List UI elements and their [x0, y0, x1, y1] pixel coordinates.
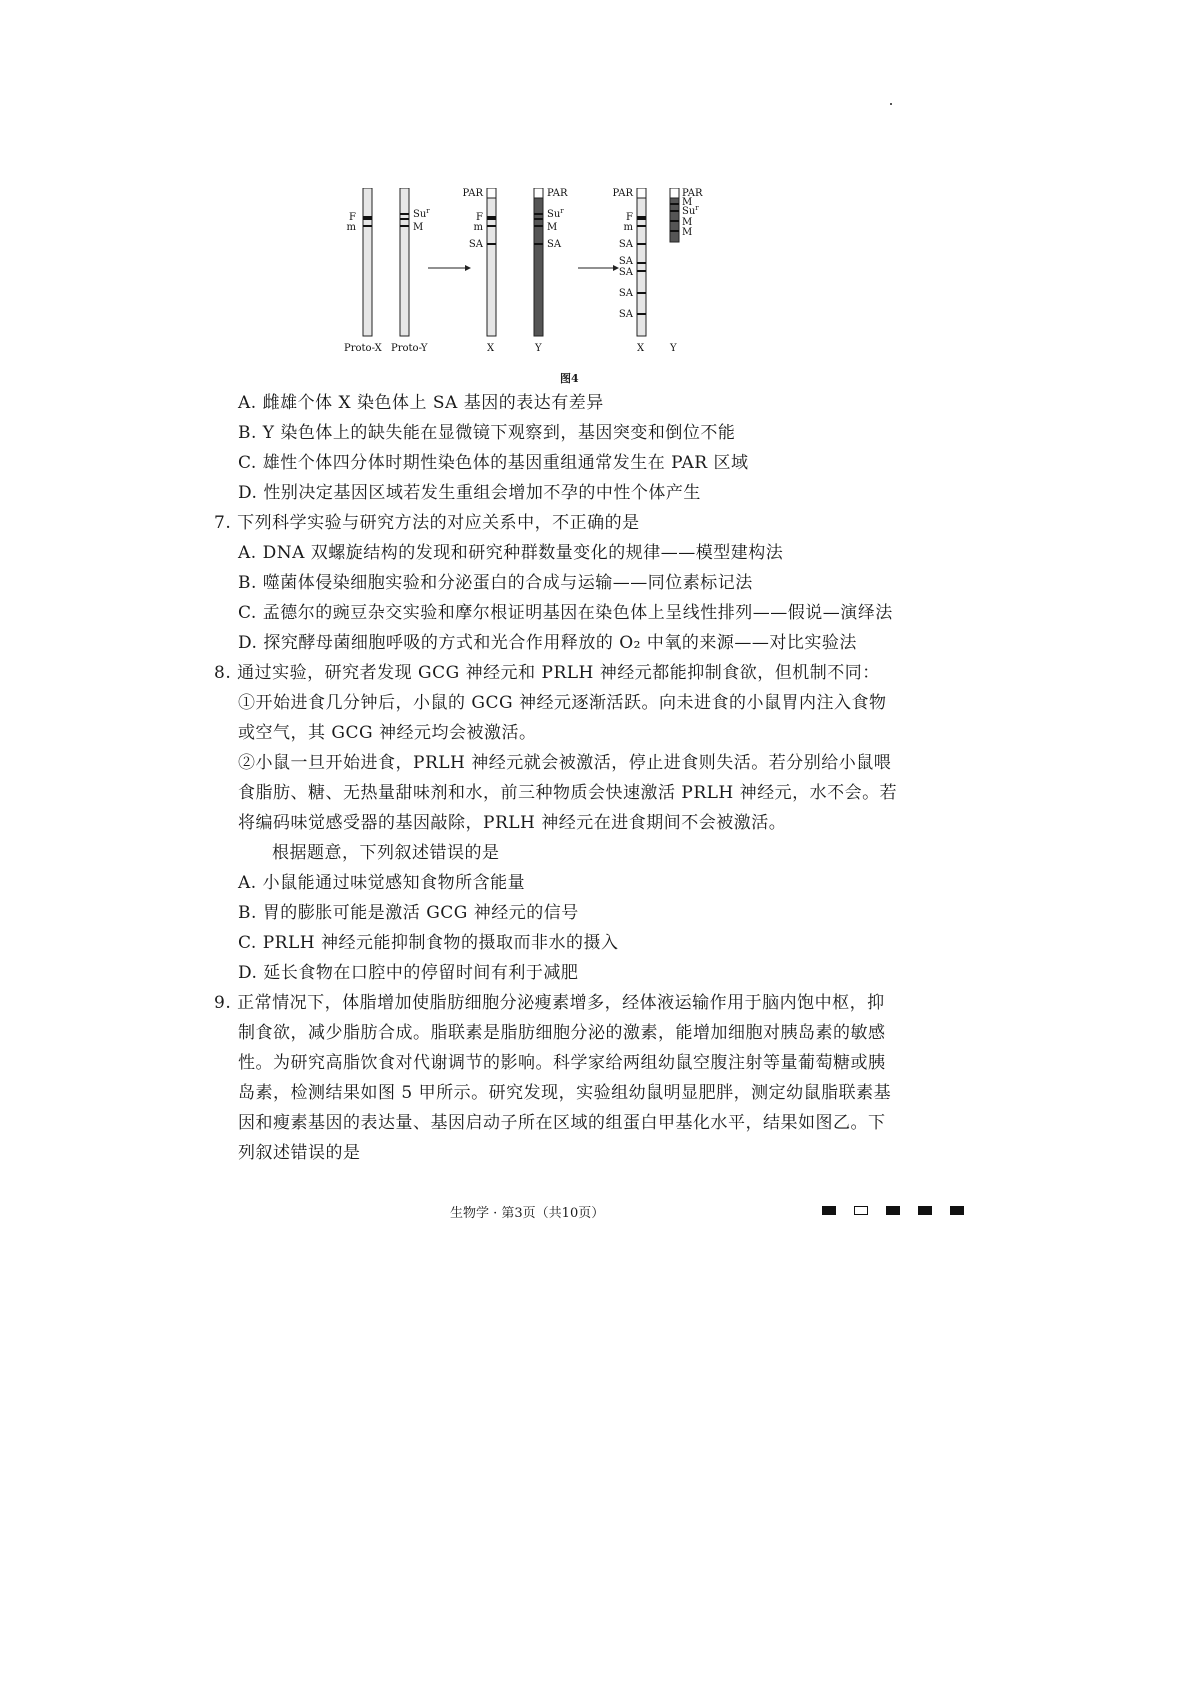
svg-text:M: M	[682, 227, 693, 238]
q6-option-c: C. 雄性个体四分体时期性染色体的基因重组通常发生在 PAR 区域	[238, 453, 749, 473]
q9-text: 性。为研究高脂饮食对代谢调节的影响。科学家给两组幼鼠空腹注射等量葡萄糖或胰	[238, 1053, 886, 1073]
svg-text:M: M	[682, 217, 693, 228]
svg-text:PAR: PAR	[612, 188, 633, 199]
filled-square-icon	[886, 1206, 900, 1215]
figure-caption: 图4	[560, 372, 579, 385]
q8-text: 或空气，其 GCG 神经元均会被激活。	[238, 723, 537, 743]
q8-text: 将编码味觉感受器的基因敲除，PRLH 神经元在进食期间不会被激活。	[238, 813, 787, 833]
q8-stem: 8. 通过实验，研究者发现 GCG 神经元和 PRLH 神经元都能抑制食欲，但机制不同：	[214, 663, 880, 683]
svg-text:X: X	[487, 343, 495, 354]
label-m: m	[346, 222, 356, 233]
svg-text:SA: SA	[618, 239, 633, 250]
y-chromosome-stage2	[534, 188, 543, 336]
label-F: F	[349, 212, 356, 223]
q8-text: 食脂肪、糖、无热量甜味剂和水，前三种物质会快速激活 PRLH 神经元，水不会。若	[238, 783, 898, 803]
svg-text:SA: SA	[618, 288, 633, 299]
q6-option-b: B. Y 染色体上的缺失能在显微镜下观察到，基因突变和倒位不能	[238, 423, 736, 443]
q8-option-d: D. 延长食物在口腔中的停留时间有利于减肥	[238, 963, 579, 983]
svg-text:PAR: PAR	[682, 188, 703, 199]
q8-option-b: B. 胃的膨胀可能是激活 GCG 神经元的信号	[238, 903, 579, 923]
q8-prompt: 根据题意，下列叙述错误的是	[272, 843, 500, 863]
q9-text: 制食欲，减少脂肪合成。脂联素是脂肪细胞分泌的激素，能增加细胞对胰岛素的敏感	[238, 1023, 886, 1043]
svg-text:SA: SA	[468, 239, 483, 250]
q8-text: ②小鼠一旦开始进食，PRLH 神经元就会被激活，停止进食则失活。若分别给小鼠喂	[238, 753, 892, 773]
x-chromosome-stage2	[487, 188, 496, 336]
q7-option-a: A. DNA 双螺旋结构的发现和研究种群数量变化的规律——模型建构法	[238, 543, 784, 563]
q7-stem: 7. 下列科学实验与研究方法的对应关系中，不正确的是	[214, 513, 640, 533]
scan-speck	[890, 103, 892, 105]
q7-option-d: D. 探究酵母菌细胞呼吸的方式和光合作用释放的 O₂ 中氧的来源——对比实验法	[238, 633, 857, 653]
svg-text:SA: SA	[618, 309, 633, 320]
q6-option-d: D. 性别决定基因区域若发生重组会增加不孕的中性个体产生	[238, 483, 701, 503]
q7-option-b: B. 噬菌体侵染细胞实验和分泌蛋白的合成与运输——同位素标记法	[238, 573, 753, 593]
svg-text:F: F	[476, 212, 483, 223]
proto-x-chromosome	[363, 188, 372, 336]
q8-text: ①开始进食几分钟后，小鼠的 GCG 神经元逐渐活跃。向未进食的小鼠胃内注入食物	[238, 693, 887, 713]
svg-text:PAR: PAR	[547, 188, 568, 199]
chromosome-figure	[330, 188, 810, 378]
svg-text:PAR: PAR	[462, 188, 483, 199]
q9-text: 列叙述错误的是	[238, 1143, 361, 1163]
empty-square-icon	[854, 1206, 868, 1215]
label-sur: Su$^r$	[413, 207, 430, 220]
svg-text:SA: SA	[547, 239, 562, 250]
q9-text: 岛素，检测结果如图 5 甲所示。研究发现，实验组幼鼠明显肥胖，测定幼鼠脂联素基	[238, 1083, 892, 1103]
arrow-icon	[465, 265, 471, 271]
filled-square-icon	[950, 1206, 964, 1215]
svg-text:X: X	[637, 343, 645, 354]
q9-stem: 9. 正常情况下，体脂增加使脂肪细胞分泌瘦素增多，经体液运输作用于脑内饱中枢，抑	[214, 993, 885, 1013]
svg-text:F: F	[626, 212, 633, 223]
svg-text:Sur: Su$^r$	[682, 204, 699, 217]
filled-square-icon	[918, 1206, 932, 1215]
footer-marks	[822, 1206, 964, 1215]
page-footer: 生物学 · 第3页（共10页）	[450, 1206, 605, 1221]
label-M: M	[413, 222, 424, 233]
filled-square-icon	[822, 1206, 836, 1215]
svg-text:m: m	[623, 222, 633, 233]
svg-text:Y: Y	[670, 343, 677, 354]
q6-option-a: A. 雌雄个体 X 染色体上 SA 基因的表达有差异	[238, 393, 604, 413]
svg-text:Y: Y	[535, 343, 542, 354]
q7-option-c: C. 孟德尔的豌豆杂交实验和摩尔根证明基因在染色体上呈线性排列——假说—演绎法	[238, 603, 893, 623]
svg-text:SA: SA	[618, 256, 633, 267]
chromosome-diagram	[330, 188, 810, 378]
label-proto-y: Proto-Y	[391, 343, 428, 354]
svg-text:M: M	[682, 197, 693, 208]
svg-text:Sur: Su$^r$	[547, 207, 564, 220]
label-proto-x: Proto-X	[344, 343, 382, 354]
q9-text: 因和瘦素基因的表达量、基因启动子所在区域的组蛋白甲基化水平，结果如图乙。下	[238, 1113, 886, 1133]
q8-option-a: A. 小鼠能通过味觉感知食物所含能量	[238, 873, 526, 893]
q8-option-c: C. PRLH 神经元能抑制食物的摄取而非水的摄入	[238, 933, 619, 953]
svg-text:M: M	[547, 222, 558, 233]
svg-text:m: m	[473, 222, 483, 233]
svg-text:SA: SA	[618, 267, 633, 278]
proto-y-chromosome	[400, 188, 409, 336]
